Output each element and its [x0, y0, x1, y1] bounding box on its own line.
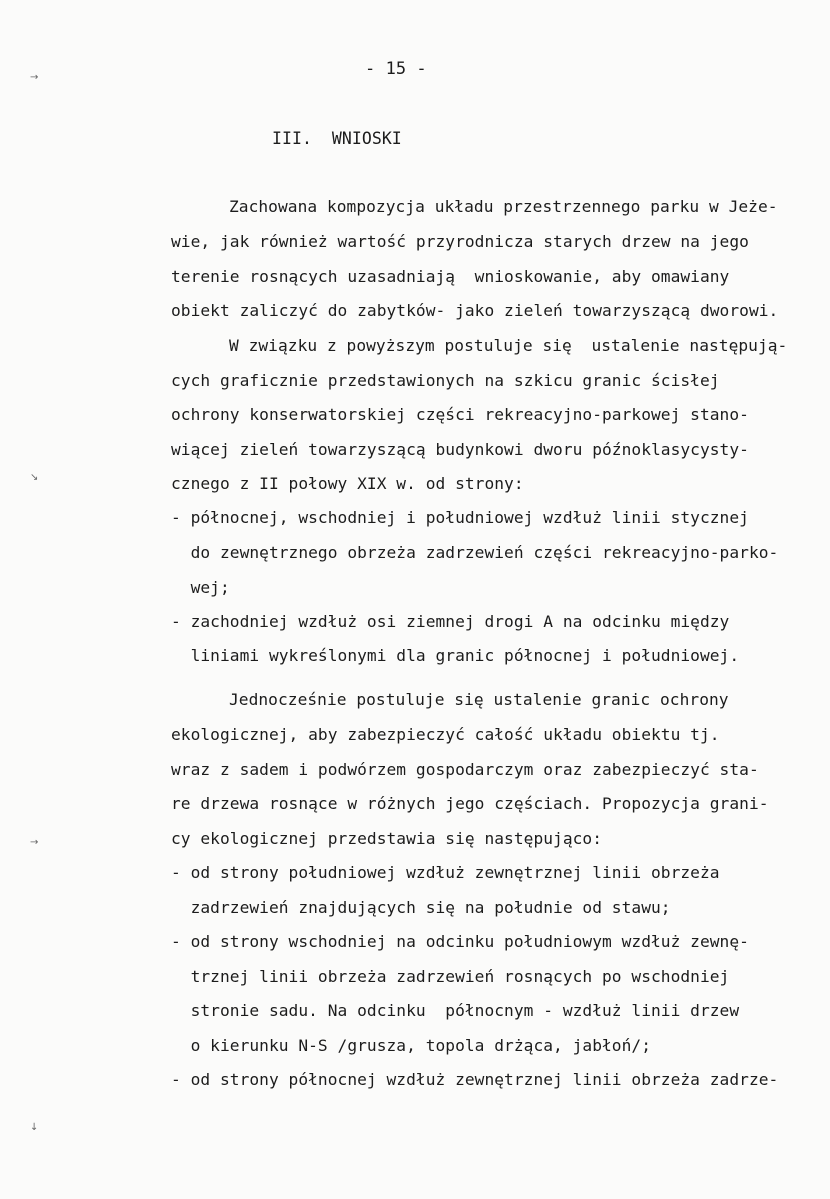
text-line: obiekt zaliczyć do zabytków- jako zieleń towarzyszącą dworowi.	[171, 301, 779, 320]
text-line: ochrony konserwatorskiej części rekreacyjno-parkowej stano-	[171, 405, 749, 424]
text-line: cy ekologicznej przedstawia się następująco:	[171, 829, 603, 848]
text-line: re drzewa rosnące w różnych jego częściach. Propozycja grani-	[171, 794, 769, 813]
text-line: wiącej zieleń towarzyszącą budynkowi dworu późnoklasycysty-	[171, 440, 749, 459]
list-item: - północnej, wschodniej i południowej wzdłuż linii stycznej	[171, 508, 749, 527]
text-line: wie, jak również wartość przyrodnicza starych drzew na jego	[171, 232, 749, 251]
text-line: cznego z II połowy XIX w. od strony:	[171, 474, 524, 493]
text-line: ekologicznej, aby zabezpieczyć całość układu obiektu tj.	[171, 725, 720, 744]
list-item: - zachodniej wzdłuż osi ziemnej drogi A na odcinku między	[171, 612, 730, 631]
list-item-continuation: trznej linii obrzeża zadrzewień rosnących po wschodniej	[171, 967, 730, 986]
text-line: W związku z powyższym postuluje się ustalenie następują-	[229, 336, 788, 355]
list-item: - od strony wschodniej na odcinku południowym wzdłuż zewnę-	[171, 932, 749, 951]
text-line: cych graficznie przedstawionych na szkicu granic ścisłej	[171, 371, 720, 390]
margin-mark-icon: →	[30, 837, 39, 848]
page-number: - 15 -	[365, 59, 427, 79]
text-line: wraz z sadem i podwórzem gospodarczym oraz zabezpieczyć sta-	[171, 760, 759, 779]
text-line: terenie rosnących uzasadniają wnioskowanie, aby omawiany	[171, 267, 730, 286]
margin-mark-icon: →	[30, 72, 39, 83]
margin-mark-icon: ↘	[30, 472, 39, 483]
list-item-continuation: do zewnętrznego obrzeża zadrzewień części rekreacyjno-parko-	[171, 543, 779, 562]
list-item-continuation: zadrzewień znajdujących się na południe od stawu;	[171, 898, 671, 917]
list-item-continuation: wej;	[171, 578, 230, 597]
text-line: Jednocześnie postuluje się ustalenie granic ochrony	[229, 690, 729, 709]
list-item: - od strony północnej wzdłuż zewnętrznej linii obrzeża zadrze-	[171, 1070, 779, 1089]
list-item-continuation: o kierunku N-S /grusza, topola drżąca, jabłoń/;	[171, 1036, 651, 1055]
list-item: - od strony południowej wzdłuż zewnętrznej linii obrzeża	[171, 863, 720, 882]
list-item-continuation: stronie sadu. Na odcinku północnym - wzdłuż linii drzew	[171, 1001, 740, 1020]
margin-mark-icon: ↓	[30, 1122, 39, 1133]
section-heading: III. WNIOSKI	[272, 129, 402, 148]
text-line: Zachowana kompozycja układu przestrzennego parku w Jeże-	[229, 197, 778, 216]
list-item-continuation: liniami wykreślonymi dla granic północnej i południowej.	[171, 646, 740, 665]
